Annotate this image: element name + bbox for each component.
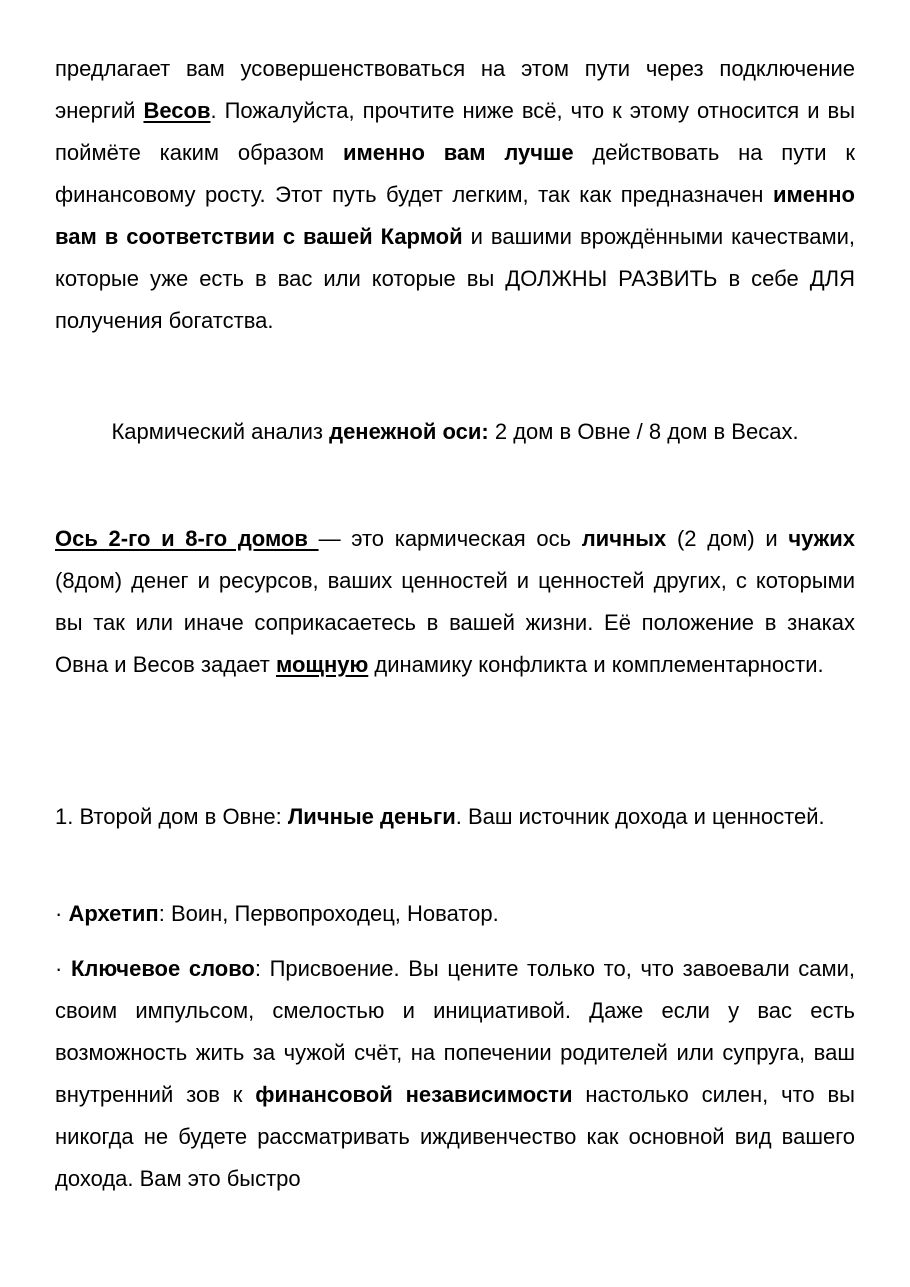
document-page bbox=[55, 0, 855, 1287]
second-house-text-1: 1. Второй дом в Овне: bbox=[55, 804, 288, 829]
libra-emphasis: Весов bbox=[143, 98, 211, 123]
intro-text-2: . Пожалуйста, прочтите ниже всё, что к этому относится и вы поймёте каким образом bbox=[55, 98, 855, 165]
archetype-bullet bbox=[55, 893, 855, 935]
axis-paragraph bbox=[55, 518, 855, 686]
archetype-text: : Воин, Первопроходец, Новатор. bbox=[158, 901, 499, 926]
bullet-dot: · bbox=[55, 956, 71, 981]
others-emphasis: чужих bbox=[788, 526, 855, 551]
keyword-text-2: настолько силен, что вы никогда не будете рассматривать иждивенчество как основной вид вашего дохода. Вам это быстро bbox=[55, 1082, 855, 1191]
karma-emphasis: именно вам в соответствии с вашей Кармой bbox=[55, 182, 855, 249]
independence-emphasis: финансовой независимости bbox=[255, 1082, 573, 1107]
axis-title-emphasis: денежной оси: bbox=[329, 419, 489, 444]
intro-text-3: действовать на пути к финансовому росту. Этот путь будет легким, так как предназначен bbox=[55, 140, 855, 207]
intro-paragraph bbox=[55, 48, 855, 342]
archetype-label: Архетип bbox=[68, 901, 159, 926]
axis-text-3: (8дом) денег и ресурсов, ваших ценностей и ценностей других, с которыми вы так или иначе соприкасаетесь в вашей жизни. Её положение в знаках Овна и Весов задает bbox=[55, 568, 855, 677]
axis-text-2: (2 дом) и bbox=[666, 526, 789, 551]
keyword-bullet bbox=[55, 948, 855, 1200]
axis-title-text-1: Кармический анализ bbox=[111, 419, 330, 444]
personal-emphasis: личных bbox=[581, 526, 667, 551]
intro-text-1: предлагает вам усовершенствоваться на этом пути через подключение энергий bbox=[55, 56, 855, 123]
second-house-heading bbox=[55, 796, 855, 838]
intro-text-4: и вашими врождёнными качествами, которые уже есть в вас или которые вы ДОЛЖНЫ РАЗВИТЬ в себе ДЛЯ получения богатства. bbox=[55, 224, 855, 333]
axis-text-4: динамику конфликта и комплементарности. bbox=[368, 652, 824, 677]
best-emphasis: именно вам лучше bbox=[342, 140, 574, 165]
second-house-emphasis: Личные деньги bbox=[287, 804, 456, 829]
axis-heading: Ось 2-го и 8-го домов bbox=[55, 526, 319, 551]
axis-text-1: — это кармическая ось bbox=[318, 526, 582, 551]
axis-title bbox=[55, 411, 855, 453]
second-house-text-2: . Ваш источник дохода и ценностей. bbox=[455, 804, 825, 829]
powerful-emphasis: мощную bbox=[275, 652, 369, 677]
keyword-text-1: : Присвоение. Вы цените только то, что завоевали сами, своим импульсом, смелостью и инициативой. Даже если у вас есть возможность жить за чужой счёт, на попечении родителей или супруга, ваш внутренний зов к bbox=[55, 956, 855, 1107]
axis-title-text-2: 2 дом в Овне / 8 дом в Весах. bbox=[488, 419, 799, 444]
keyword-label: Ключевое слово bbox=[70, 956, 255, 981]
bullet-dot: · bbox=[55, 901, 69, 926]
